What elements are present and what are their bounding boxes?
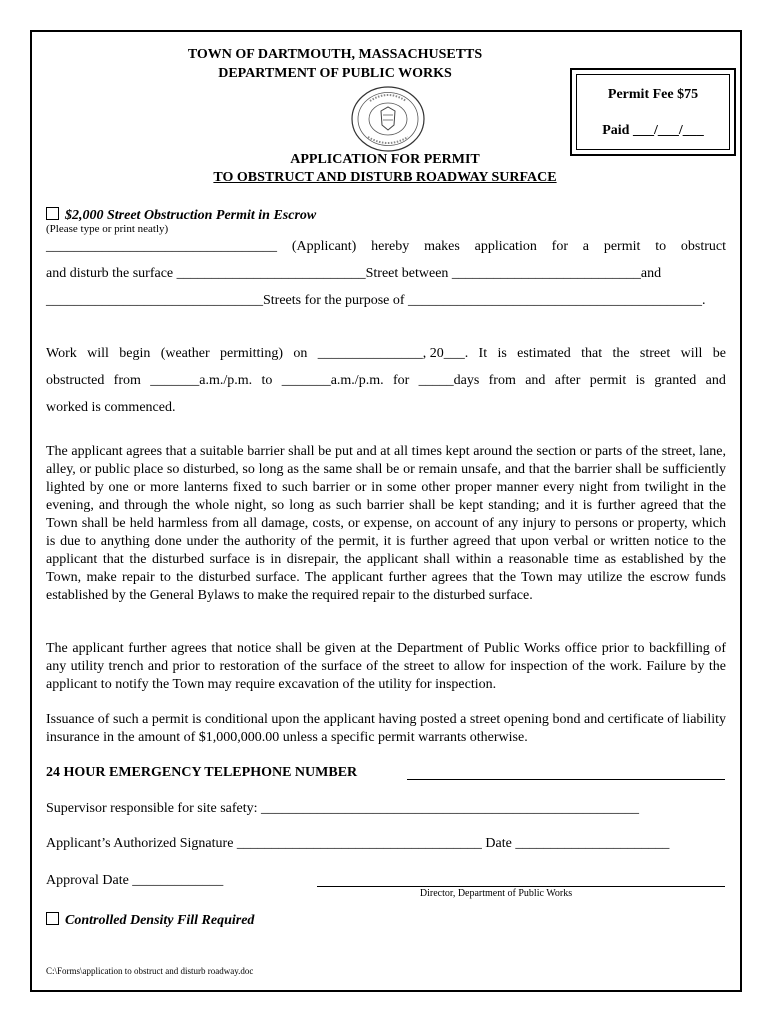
permit-fee-box xyxy=(570,68,736,156)
approval-date-line[interactable]: Approval Date _____________ xyxy=(46,873,224,888)
notice-paragraph: The applicant further agrees that notice shall be given at the Department of Public Works office prior to backfilling of any utility trench and prior to restoration of the surface of the street to allow for inspection of the work. Failure by the applicant to notify the Town may require excavation of the utility for inspection. xyxy=(46,641,726,692)
escrow-option[interactable] xyxy=(46,206,316,224)
emergency-phone-field[interactable] xyxy=(407,779,725,780)
days-field[interactable]: _____days xyxy=(418,373,480,388)
end-time-field[interactable]: _______a.m./p.m. xyxy=(281,373,384,388)
paid-date: Paid ___/___/___ xyxy=(602,123,704,138)
town-heading: TOWN OF DARTMOUTH, MASSACHUSETTS xyxy=(187,47,483,62)
commenced-line: worked is commenced. xyxy=(46,400,176,415)
work-begin-line[interactable]: Work will begin (weather permitting) on _______________, 20___. It is estimated that the street will be xyxy=(46,346,726,361)
applicant-name-field[interactable]: _________________________________ xyxy=(46,239,277,254)
start-time-field[interactable]: _______a.m./p.m. xyxy=(150,373,253,388)
permit-fee: Permit Fee $75 xyxy=(607,87,699,102)
signature-line[interactable]: Applicant’s Authorized Signature ___________________________________ Date ______________________ xyxy=(46,836,670,851)
emergency-phone-label: 24 HOUR EMERGENCY TELEPHONE NUMBER xyxy=(46,765,358,780)
escrow-label: $2,000 Street Obstruction Permit in Escrow xyxy=(65,208,317,223)
file-path-footer: C:\Forms\application to obstruct and disturb roadway.doc xyxy=(46,966,254,976)
purpose-line[interactable]: _______________________________Streets for the purpose of __________________________________________. xyxy=(46,293,706,308)
cdf-label: Controlled Density Fill Required xyxy=(65,913,255,928)
cdf-checkbox[interactable] xyxy=(46,912,59,925)
surface-street-line[interactable]: and disturb the surface ___________________________Street between ___________________________and xyxy=(46,266,662,281)
director-signature-field[interactable] xyxy=(317,886,725,887)
applicant-line[interactable]: _________________________________ (Applicant) hereby makes application for a permit to obstruct xyxy=(46,239,726,254)
title-line-1: APPLICATION FOR PERMIT xyxy=(290,152,480,167)
supervisor-line[interactable]: Supervisor responsible for site safety: ______________________________________________________ xyxy=(46,801,640,816)
barrier-paragraph: The applicant agrees that a suitable barrier shall be put and at all times kept around the section or parts of the street, lane, alley, or public place so disturbed, so long as the same shall be or remain unsafe, and that the barrier shall be sufficiently lighted by one or more lanterns fixed to such barrier or in some other proper manner every night from twilight in the evening, and through the whole night, so long as such barrier shall be kept standing; and it is further agreed that the Town shall be held harmless from all damage, costs, or expense, on account of any injury to persons or property, which is due to anything done under the authority of the permit, it is further agreed that upon verbal or written notice to the applicant that the disturbed surface is in disrepair, the applicant shall within a reasonable time as established by the Town, make repair to the disturbed surface. The applicant further agrees that the Town may utilize the escrow funds established by the General Bylaws to make the required repair to the disturbed surface. xyxy=(46,444,726,603)
town-seal-icon xyxy=(348,85,428,153)
escrow-checkbox[interactable] xyxy=(46,207,59,220)
director-caption: Director, Department of Public Works xyxy=(419,888,573,899)
obstruction-time-line[interactable]: obstructed from _______a.m./p.m. to _______a.m./p.m. for _____days from and after permit is granted and xyxy=(46,373,726,388)
cdf-option[interactable] xyxy=(46,911,254,929)
title-line-2: TO OBSTRUCT AND DISTURB ROADWAY SURFACE xyxy=(213,170,557,185)
print-neatly-note: (Please type or print neatly) xyxy=(46,223,169,235)
insurance-paragraph: Issuance of such a permit is conditional upon the applicant having posted a street opening bond and certificate of liability insurance in the amount of $1,000,000.00 unless a specific permit warrants otherwise. xyxy=(46,712,726,745)
department-heading: DEPARTMENT OF PUBLIC WORKS xyxy=(218,66,452,81)
work-begin-date-field[interactable]: _______________, 20___. xyxy=(317,346,469,361)
